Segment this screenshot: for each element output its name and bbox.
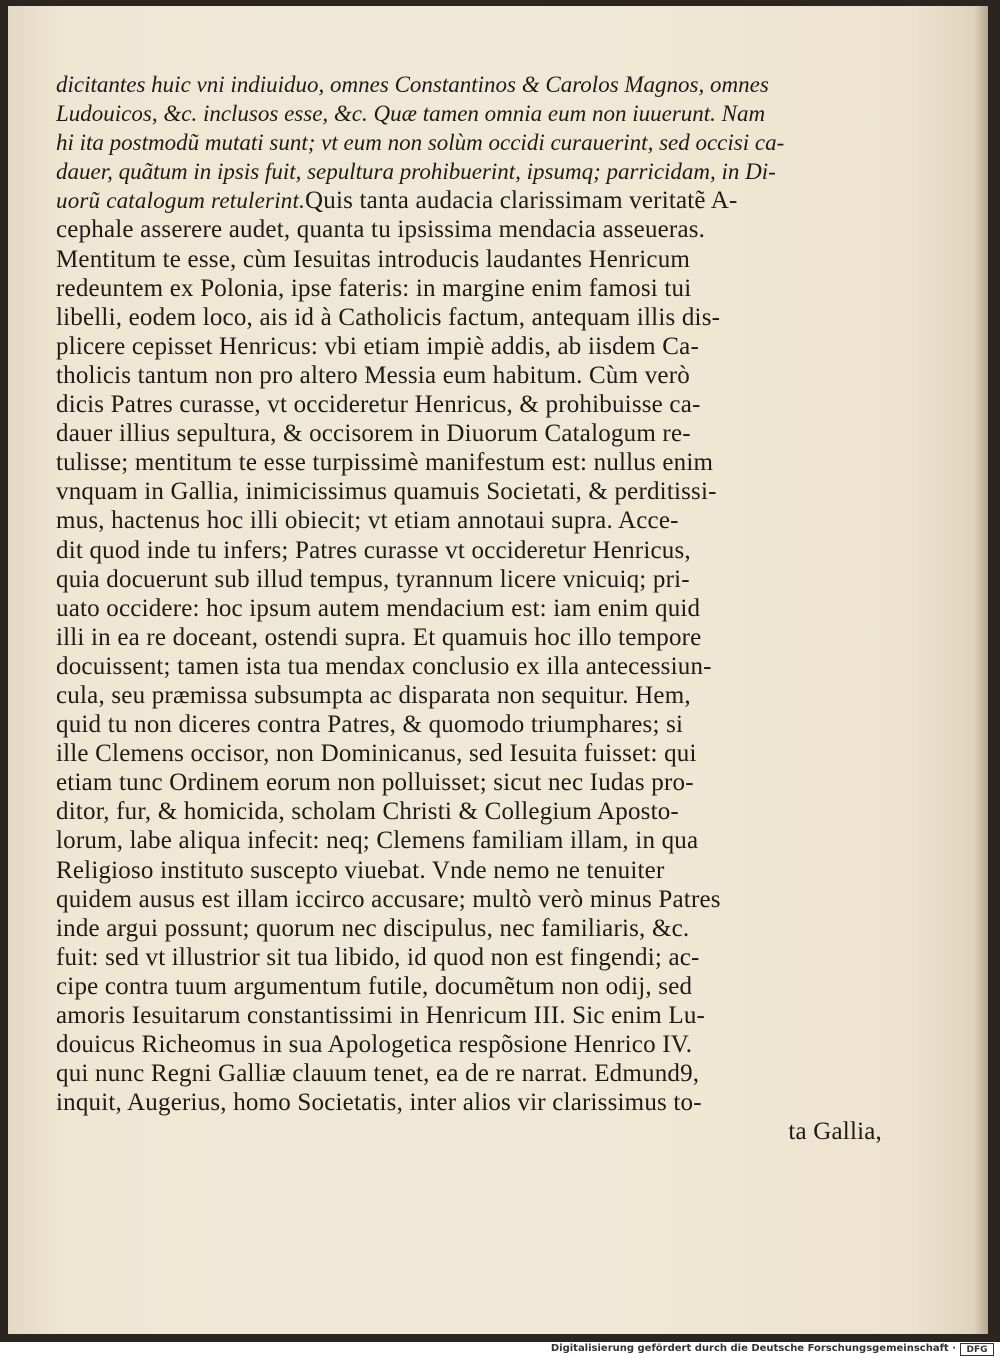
text-line-roman-part: Quis tanta audacia clarissimam veritatẽ A- — [305, 187, 738, 215]
text-line: illi in ea re doceant, ostendi supra. Et quamuis hoc illo tempore — [56, 623, 702, 651]
text-line: tholicis tantum non pro altero Messia eum habitum. Cùm verò — [56, 361, 690, 389]
text-line: quid tu non diceres contra Patres, & quomodo triumphares; si — [56, 711, 684, 739]
text-line: douicus Richeomus in sua Apologetica respõsione Henrico IV. — [56, 1031, 693, 1059]
text-line: inquit, Augerius, homo Societatis, inter alios vir clarissimus to- — [56, 1089, 702, 1117]
text-line: mus, hactenus hoc illi obiecit; vt etiam annotaui supra. Acce- — [56, 507, 679, 535]
dfg-logo-icon: DFG — [960, 1343, 994, 1356]
text-line: Mentitum te esse, cùm Iesuitas introducis laudantes Henricum — [56, 245, 691, 273]
text-line-italic-part: uorũ catalogum retulerint. — [56, 188, 306, 214]
text-line: plicere cepisset Henricus: vbi etiam impiè addis, ab iisdem Ca- — [56, 332, 699, 360]
text-line: qui nunc Regni Galliæ clauum tenet, ea de re narrat. Edmund9, — [56, 1060, 700, 1088]
text-line: dicitantes huic vni indiuiduo, omnes Constantinos & Carolos Magnos, omnes — [56, 72, 769, 97]
text-line: amoris Iesuitarum constantissimi in Henricum III. Sic enim Lu- — [56, 1002, 706, 1029]
text-line: cipe contra tuum argumentum futile, documẽtum non odij, sed — [56, 972, 693, 1000]
text-line: Ludouicos, &c. inclusos esse, &c. Quæ tamen omnia eum non iuuerunt. Nam — [56, 101, 766, 127]
text-line: vnquam in Gallia, inimicissimus quamuis Societati, & perditissi- — [56, 478, 717, 506]
text-line: ille Clemens occisor, non Dominicanus, sed Iesuita fuisset: qui — [56, 740, 697, 768]
text-line: redeuntem ex Polonia, ipse fateris: in margine enim famosi tui — [56, 274, 692, 302]
text-line: fuit: sed vt illustrior sit tua libido, id quod non est fingendi; ac- — [56, 943, 700, 971]
text-line: etiam tunc Ordinem eorum non polluisset; sicut nec Iudas pro- — [56, 769, 694, 797]
digitization-credit: Digitalisierung gefördert durch die Deutsche Forschungsgemeinschaft · — [550, 1343, 956, 1354]
text-line: libelli, eodem loco, ais id à Catholicis factum, antequam illis dis- — [56, 303, 721, 331]
text-line: hi ita postmodũ mutati sunt; vt eum non solùm occidi curauerint, sed occisi ca- — [56, 130, 785, 156]
text-line: quia docuerunt sub illud tempus, tyrannum licere vnicuiq; pri- — [56, 565, 690, 593]
text-line: inde argui possunt; quorum nec discipulus, nec familiaris, &c. — [56, 914, 690, 942]
text-line: uato occidere: hoc ipsum autem mendacium est: iam enim quid — [56, 594, 701, 622]
text-line: docuissent; tamen ista tua mendax conclusio ex illa antecessiun- — [56, 652, 712, 680]
text-line: cula, seu præmissa subsumpta ac disparata non sequitur. Hem, — [56, 681, 691, 709]
book-page — [8, 6, 988, 1334]
text-line: dauer illius sepultura, & occisorem in Diuorum Catalogum re- — [56, 420, 691, 448]
text-line: dit quod inde tu infers; Patres curasse vt occideretur Henricus, — [56, 536, 691, 564]
text-line: lorum, labe aliqua infecit: neq; Clemens familiam illam, in qua — [56, 827, 699, 855]
text-line: dauer, quãtum in ipsis fuit, sepultura prohibuerint, ipsumq; parricidam, in Di- — [56, 159, 776, 185]
text-line: Religioso instituto suscepto viuebat. Vnde nemo ne tenuiter — [56, 856, 665, 884]
text-line — [56, 186, 882, 215]
text-line: tulisse; mentitum te esse turpissimè manifestum est: nullus enim — [56, 449, 714, 477]
page-text — [56, 70, 882, 1146]
text-line: ditor, fur, & homicida, scholam Christi & Collegium Aposto- — [56, 798, 679, 826]
text-line: quidem ausus est illam iccirco accusare; multò verò minus Patres — [56, 885, 721, 913]
text-line: cephale asserere audet, quanta tu ipsissima mendacia asseueras. — [56, 216, 706, 244]
catchword-line: ta Gallia, — [788, 1118, 882, 1146]
page-edge-shadow — [974, 6, 988, 1334]
text-line: dicis Patres curasse, vt occideretur Henricus, & prohibuisse ca- — [56, 391, 701, 419]
